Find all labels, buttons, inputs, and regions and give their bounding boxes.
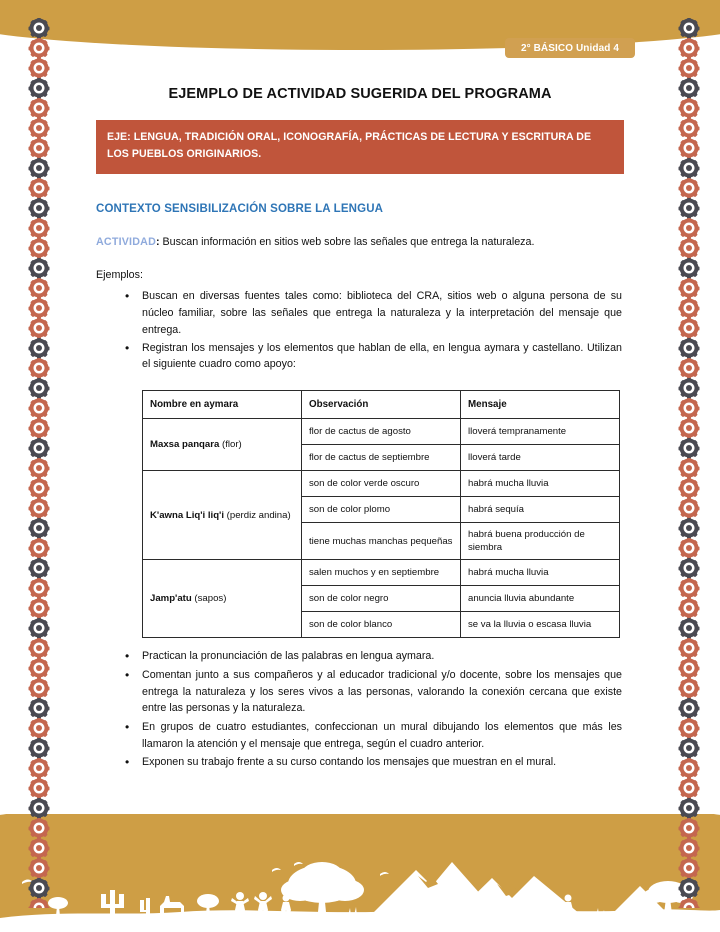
altiplano-landscape-silhouette-icon <box>0 840 720 932</box>
rosette-motif-icon <box>678 838 700 858</box>
activity-line <box>96 235 624 251</box>
table-column-header: Mensaje <box>461 390 620 418</box>
rosette-motif-icon <box>28 858 50 878</box>
table-row <box>143 560 620 586</box>
table-row <box>143 418 620 444</box>
section-heading: CONTEXTO SENSIBILIZACIÓN SOBRE LA LENGUA <box>96 202 384 215</box>
activity-separator: : <box>156 235 160 248</box>
examples-label: Ejemplos: <box>96 269 143 282</box>
rosette-motif-icon <box>28 798 50 818</box>
rosette-motif-icon <box>28 898 50 908</box>
activities-bullet-list <box>96 648 624 771</box>
table-cell-name: Maxsa panqara (flor) <box>143 418 302 470</box>
table-cell-mensaje: lloverá tarde <box>461 444 620 470</box>
rosette-motif-icon <box>28 778 50 798</box>
unit-badge: 2° BÁSICO Unidad 4 <box>505 38 635 58</box>
rosette-motif-icon <box>28 878 50 898</box>
list-item: • En grupos de cuatro estudiantes, confeccionan un mural dibujando los elementos que más les llamaron la atención y el mensaje que entrega, según el cuadro anterior. <box>142 719 624 752</box>
table-cell-observacion: son de color verde oscuro <box>302 470 461 496</box>
page-title: EJEMPLO DE ACTIVIDAD SUGERIDA DEL PROGRAMA <box>168 86 552 102</box>
footer-decorative-band <box>0 814 720 932</box>
table-cell-name: K'awna Liq'i liq'i (perdiz andina) <box>143 470 302 559</box>
table-cell-observacion: tiene muchas manchas pequeñas <box>302 522 461 559</box>
table-cell-mensaje: se va la lluvia o escasa lluvia <box>461 612 620 638</box>
activity-text: Buscan información en sitios web sobre las señales que entrega la naturaleza. <box>159 235 535 248</box>
table-header-row <box>143 390 620 418</box>
table-cell-name: Jamp'atu (sapos) <box>143 560 302 638</box>
table-row <box>143 470 620 496</box>
rosette-motif-icon <box>678 778 700 798</box>
activity-label: ACTIVIDAD <box>96 235 156 248</box>
aymara-signals-table <box>142 390 620 638</box>
table-cell-observacion: son de color blanco <box>302 612 461 638</box>
table-cell-mensaje: habrá mucha lluvia <box>461 470 620 496</box>
list-item: • Practican la pronunciación de las palabras en lengua aymara. <box>142 648 624 665</box>
rosette-motif-icon <box>678 818 700 838</box>
cuadro-wrapper <box>96 390 624 638</box>
rosette-motif-icon <box>28 818 50 838</box>
table-cell-observacion: flor de cactus de septiembre <box>302 444 461 470</box>
table-cell-mensaje: lloverá tempranamente <box>461 418 620 444</box>
list-item: • Registran los mensajes y los elementos que hablan de ella, en lengua aymara y castellano. Utilizan el siguiente cuadro como apoyo: <box>142 340 624 373</box>
table-column-header: Nombre en aymara <box>143 390 302 418</box>
rosette-motif-icon <box>678 878 700 898</box>
list-item: • Buscan en diversas fuentes tales como: biblioteca del CRA, sitios web o alguna persona de su núcleo familiar, sobre las señales que entrega la naturaleza y la interpretación del mensaje que entrega. <box>142 288 624 338</box>
table-column-header: Observación <box>302 390 461 418</box>
rosette-motif-icon <box>28 838 50 858</box>
table-cell-mensaje: anuncia lluvia abundante <box>461 586 620 612</box>
rosette-motif-icon <box>678 798 700 818</box>
table-cell-observacion: flor de cactus de agosto <box>302 418 461 444</box>
table-cell-observacion: son de color negro <box>302 586 461 612</box>
rosette-motif-icon <box>678 898 700 908</box>
table-cell-observacion: son de color plomo <box>302 496 461 522</box>
eje-banner: EJE: LENGUA, TRADICIÓN ORAL, ICONOGRAFÍA, PRÁCTICAS DE LECTURA Y ESCRITURA DE LOS PUEBLOS ORIGINARIOS. <box>96 120 624 174</box>
table-cell-mensaje: habrá sequía <box>461 496 620 522</box>
table-cell-observacion: salen muchos y en septiembre <box>302 560 461 586</box>
rosette-motif-icon <box>678 858 700 878</box>
table-cell-mensaje: habrá mucha lluvia <box>461 560 620 586</box>
list-item: • Comentan junto a sus compañeros y al educador tradicional y/o docente, sobre los mensajes que entrega la naturaleza y los seres vivos a las personas, valorando la conexión cercana que existe entre las personas y la naturaleza. <box>142 667 624 717</box>
table-cell-mensaje: habrá buena producción de siembra <box>461 522 620 559</box>
list-item: • Exponen su trabajo frente a su curso contando los mensajes que muestran en el mural. <box>142 754 624 771</box>
examples-bullet-list <box>96 288 624 372</box>
